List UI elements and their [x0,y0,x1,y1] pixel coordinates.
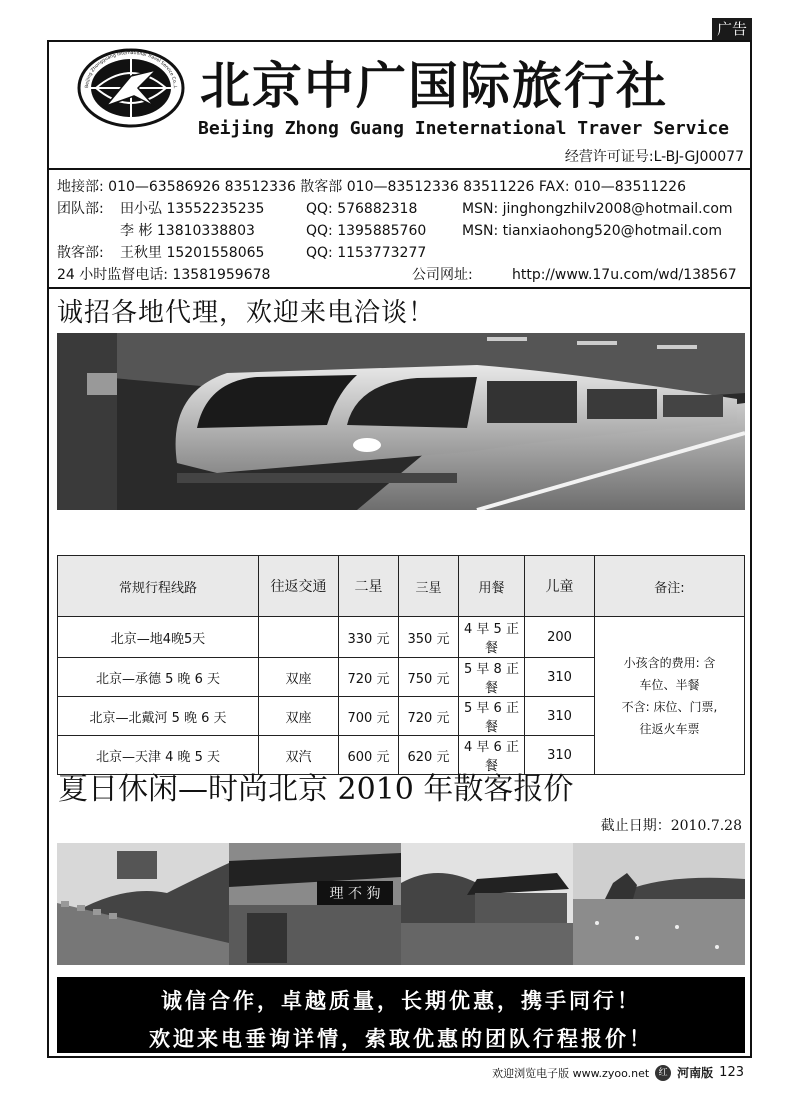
child-price-cell: 310 [525,736,595,775]
banner-line-2: 欢迎来电垂询详情，索取优惠的团队行程报价！ [149,1026,653,1051]
transport-cell [259,617,339,658]
team-contact-2-name: 李 彬 13810338803 [120,223,255,239]
child-price-cell: 310 [525,658,595,697]
two-star-cell: 600 元 [339,736,399,775]
website-link[interactable]: http://www.17u.com/wd/138567 [512,267,737,283]
train-photo [57,333,745,510]
header-route: 常规行程线路 [58,556,259,617]
notes-cell [595,617,745,775]
three-star-cell: 350 元 [399,617,459,658]
company-name-cn: 北京中广国际旅行社 [200,56,668,115]
edition-label: 河南版 [677,1066,714,1080]
scenery-gallery [57,843,745,965]
meals-cell: 5 早 8 正餐 [459,658,525,697]
retail-contact-name: 王秋里 15201558065 [120,245,265,261]
header-three-star: 三星 [399,556,459,617]
table-header-row [58,556,745,617]
website-label: 公司网址: [412,267,473,283]
two-star-cell: 720 元 [339,658,399,697]
route-cell: 北京—天津 4 晚 5 天 [58,736,259,775]
promo-banner [57,977,745,1053]
note-line: 不含: 床位、门票, [621,699,718,714]
contact-divider [47,287,752,289]
meals-cell: 5 早 6 正餐 [459,697,525,736]
hotline: 24 小时监督电话: 13581959678 [57,267,271,283]
route-cell: 北京—地4晚5天 [58,617,259,658]
header-meals: 用餐 [459,556,525,617]
route-cell: 北京—北戴河 5 晚 6 天 [58,697,259,736]
great-wall-photo [57,843,229,965]
transport-cell: 双汽 [259,736,339,775]
three-star-cell: 750 元 [399,658,459,697]
team-label: 团队部: [57,201,104,217]
header-transport: 往返交通 [259,556,339,617]
child-price-cell: 310 [525,697,595,736]
team-contact-2-qq: QQ: 1395885760 [306,223,427,239]
ad-tag: 广告 [712,18,752,40]
price-table [57,555,745,775]
lake-pavilion-photo [401,843,573,965]
meals-cell: 4 早 6 正餐 [459,736,525,775]
footer-web-link[interactable]: 欢迎浏览电子版 www.zyoo.net [492,1066,650,1080]
company-name-en: Beijing Zhong Guang Ineternational Traver Service [198,118,730,139]
table-row [58,617,745,658]
team-contact-1-name: 田小弘 13552235235 [120,201,265,217]
agent-slogan: 诚招各地代理，欢迎来电洽谈！ [57,298,436,328]
banner-line-1: 诚信合作，卓越质量，长期优惠，携手同行！ [161,988,641,1013]
page-number: 123 [719,1065,744,1080]
team-contact-1-msn[interactable]: MSN: jinghongzhilv2008@hotmail.com [462,201,733,217]
offer-headline: 夏日休闲—时尚北京 2010 年散客报价 [58,772,574,807]
retail-contact-qq: QQ: 1153773277 [306,245,427,261]
team-contact-1-qq: QQ: 576882318 [306,201,418,217]
coastal-rock-photo [573,843,745,965]
route-cell: 北京—承德 5 晚 6 天 [58,658,259,697]
header-notes: 备注: [595,556,745,617]
team-contact-2-msn[interactable]: MSN: tianxiaohong520@hotmail.com [462,223,722,239]
chinese-gate-photo [229,843,401,965]
note-line: 小孩含的费用: 含 [623,655,716,670]
header-child: 儿童 [525,556,595,617]
header-two-star: 二星 [339,556,399,617]
transport-cell: 双座 [259,697,339,736]
three-star-cell: 620 元 [399,736,459,775]
header-divider [47,168,752,170]
three-star-cell: 720 元 [399,697,459,736]
logo-ring-text: Beijing Zhongguang International Travel Service Co.,L [84,50,178,89]
retail-label: 散客部: [57,245,104,261]
red-logo-icon: 红 [655,1065,671,1081]
company-logo [76,48,186,128]
meals-cell: 4 早 5 正餐 [459,617,525,658]
transport-cell: 双座 [259,658,339,697]
license-number: 经营许可证号:L-BJ-GJ00077 [564,149,744,165]
note-line: 车位、半餐 [639,677,700,692]
contact-line-1: 地接部: 010—63586926 83512336 散客部 010—83512336 83511226 FAX: 010—83511226 [57,179,686,195]
page-footer [492,1064,744,1081]
two-star-cell: 700 元 [339,697,399,736]
child-price-cell: 200 [525,617,595,658]
two-star-cell: 330 元 [339,617,399,658]
note-line: 往返火车票 [639,721,700,736]
deadline-date: 截止日期：2010.7.28 [600,818,742,834]
shop-sign-text: 理 不 狗 [329,886,381,902]
